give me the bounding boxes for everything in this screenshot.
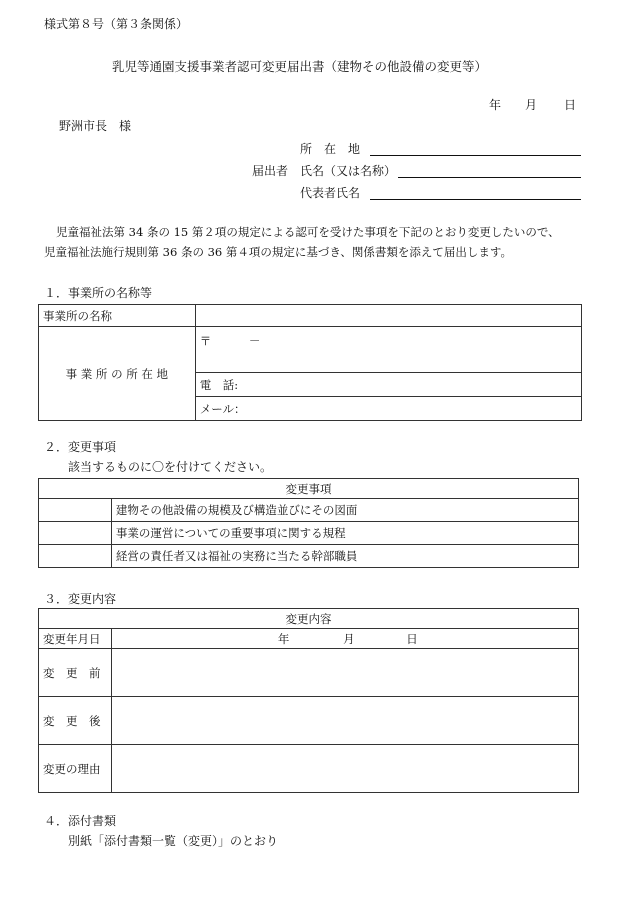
after-label: 変 更 後	[39, 697, 112, 745]
applicant-address-label: 所 在 地	[300, 142, 361, 156]
reason-cell[interactable]	[111, 745, 578, 793]
facility-address-label: 事 業 所 の 所 在 地	[39, 327, 196, 421]
body-line-1: 児童福祉法第 34 条の 15 第２項の規定による認可を受けた事項を下記のとおり変更したいので、	[56, 225, 560, 239]
section2-heading: ２．変更事項	[44, 440, 117, 454]
applicant-name-label: 氏名（又は名称）	[300, 164, 397, 178]
phone-label: 電 話:	[199, 377, 239, 392]
date-day-label: 日	[564, 98, 577, 112]
section3-heading: ３．変更内容	[44, 592, 117, 606]
after-cell[interactable]	[111, 697, 578, 745]
facility-phone-cell[interactable]	[195, 373, 581, 397]
postal-dash: －	[248, 334, 261, 348]
form-number: 様式第８号（第３条関係）	[44, 17, 189, 31]
before-cell[interactable]	[111, 649, 578, 697]
applicant-rep-line[interactable]	[370, 199, 581, 200]
change-date-year: 年	[277, 631, 290, 646]
applicant-rep-label: 代表者氏名	[300, 186, 361, 200]
facility-postal-cell[interactable]	[195, 327, 581, 373]
body-line-2: 児童福祉法施行規則第 36 条の 36 第４項の規定に基づき、関係書類を添えて届出します。	[44, 245, 513, 259]
change-item-label: 経営の責任者又は福祉の実務に当たる幹部職員	[111, 545, 578, 568]
change-date-cell[interactable]	[111, 629, 578, 649]
change-items-table	[38, 478, 579, 568]
change-item-mark-cell[interactable]	[39, 522, 112, 545]
facility-table	[38, 304, 582, 421]
facility-name-label: 事業所の名称	[39, 305, 196, 327]
change-details-header: 変更内容	[39, 609, 579, 629]
date-month-label: 月	[525, 98, 538, 112]
change-details-table	[38, 608, 579, 793]
change-date-label: 変更年月日	[39, 629, 112, 649]
change-item-label: 建物その他設備の規模及び構造並びにその図面	[111, 499, 578, 522]
section4-text: 別紙「添付書類一覧（変更）」のとおり	[68, 834, 279, 848]
facility-mail-cell[interactable]	[195, 397, 581, 421]
before-label: 変 更 前	[39, 649, 112, 697]
addressee: 野洲市長 様	[59, 119, 132, 133]
change-date-day: 日	[406, 631, 418, 646]
facility-name-cell[interactable]	[195, 305, 581, 327]
change-items-header: 変更事項	[39, 479, 579, 499]
change-item-mark-cell[interactable]	[39, 499, 112, 522]
change-item-label: 事業の運営についての重要事項に関する規程	[111, 522, 578, 545]
section1-heading: １．事業所の名称等	[44, 286, 153, 300]
postal-mark: 〒	[199, 334, 212, 348]
document-title: 乳児等通園支援事業者認可変更届出書（建物その他設備の変更等）	[112, 59, 488, 74]
applicant-name-line[interactable]	[398, 177, 581, 178]
applicant-group-label: 届出者	[252, 164, 289, 178]
section2-instruction: 該当するものに〇を付けてください。	[68, 460, 273, 474]
change-item-mark-cell[interactable]	[39, 545, 112, 568]
mail-label: メール：	[199, 401, 246, 416]
change-date-month: 月	[343, 631, 355, 646]
applicant-address-line[interactable]	[370, 155, 581, 156]
section4-heading: ４．添付書類	[44, 814, 117, 828]
date-year-label: 年	[489, 98, 502, 112]
reason-label: 変更の理由	[39, 745, 112, 793]
